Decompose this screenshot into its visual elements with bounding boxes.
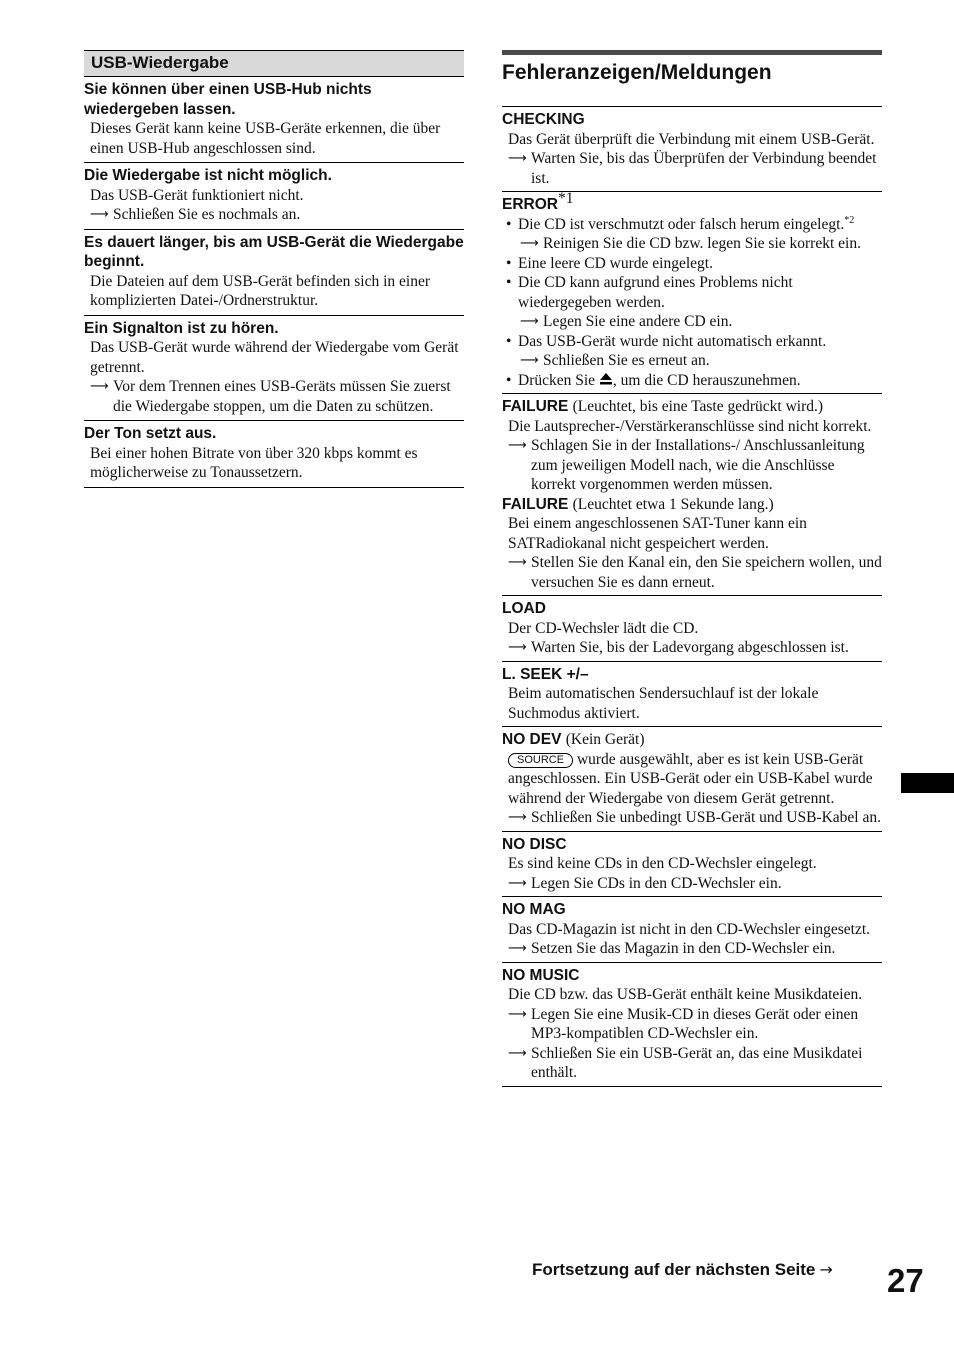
remedy-text: Legen Sie eine Musik-CD in dieses Gerät oder einen MP3-kompatiblen CD-Wechsler ein.: [531, 1005, 859, 1042]
remedy-text: Schließen Sie es erneut an.: [543, 352, 710, 369]
message-title: [502, 495, 882, 515]
arrow-right-icon: →: [819, 1260, 833, 1279]
message-condition: (Leuchtet etwa 1 Sekunde lang.): [572, 495, 774, 513]
cause-text: Die CD kann aufgrund eines Problems nicht wiedergegeben werden.: [518, 274, 793, 311]
troubleshooting-entry: [84, 316, 464, 422]
message-entry-nodev: [502, 727, 882, 832]
bullet-icon: •: [506, 371, 512, 389]
troubleshooting-entry: [84, 421, 464, 488]
cause-bullet: [502, 254, 882, 274]
bullet-icon: •: [506, 332, 512, 350]
continuation-text: Fortsetzung auf der nächsten Seite: [532, 1260, 816, 1279]
remedy-text: Warten Sie, bis das Überprüfen der Verbindung beendet ist.: [531, 150, 877, 187]
message-remedy: [502, 351, 882, 371]
cause-text: Eine leere CD wurde eingelegt.: [518, 254, 713, 272]
message-description: Die Lautsprecher-/Verstärkeranschlüsse sind nicht korrekt.: [508, 417, 872, 435]
section-header: USB-Wiedergabe: [84, 50, 464, 77]
message-entry-nomag: [502, 897, 882, 963]
message-entry-nomusic: [502, 963, 882, 1087]
remedy-text: Legen Sie CDs in den CD-Wechsler ein.: [531, 874, 782, 892]
arrow-right-icon: ⟶: [520, 353, 539, 368]
message-remedy: [502, 638, 882, 658]
problem-cause: Dieses Gerät kann keine USB-Geräte erkennen, die über einen USB-Hub angeschlossen sind.: [90, 120, 441, 157]
arrow-right-icon: ⟶: [508, 875, 527, 891]
arrow-right-icon: ⟶: [520, 314, 539, 329]
message-description: Es sind keine CDs in den CD-Wechsler eingelegt.: [508, 855, 817, 872]
arrow-right-icon: ⟶: [508, 151, 527, 166]
message-description: SOURCE wurde ausgewählt, aber es ist kein USB-Gerät angeschlossen. Ein USB-Gerät oder ein USB-Kabel wurde während der Wiedergabe von diesem Gerät getrennt.: [508, 750, 873, 807]
message-description: Das CD-Magazin ist nicht in den CD-Wechsler eingesetzt.: [508, 920, 871, 938]
section-top-rule: [502, 50, 882, 55]
eject-icon: [599, 372, 613, 386]
usb-playback-section: [84, 50, 464, 488]
arrow-right-icon: ⟶: [508, 1045, 527, 1061]
message-remedy: [502, 149, 882, 188]
message-description: Das Gerät überprüft die Verbindung mit einem USB-Gerät.: [508, 130, 875, 148]
problem-cause: Das USB-Gerät funktioniert nicht.: [90, 186, 304, 204]
problem-cause: Die Dateien auf dem USB-Gerät befinden sich in einer komplizierten Datei-/Ordnerstruktur.: [90, 272, 431, 309]
remedy-text: Schließen Sie es nochmals an.: [113, 206, 301, 223]
problem-cause: Das USB-Gerät wurde während der Wiedergabe vom Gerät getrennt.: [90, 339, 459, 376]
message-title: NO MAG: [502, 901, 566, 918]
arrow-right-icon: ⟶: [508, 810, 527, 825]
message-entry-lseek: [502, 662, 882, 728]
message-entry-nodisc: [502, 832, 882, 898]
remedy-text: Schließen Sie unbedingt USB-Gerät und USB-Kabel an.: [531, 809, 881, 826]
troubleshooting-entry: [84, 77, 464, 163]
message-code: FAILURE: [502, 495, 569, 513]
bullet-icon: •: [506, 215, 512, 233]
source-button-label: SOURCE: [508, 753, 573, 768]
message-remedy: [502, 939, 882, 959]
message-description: Der CD-Wechsler lädt die CD.: [508, 619, 699, 637]
message-description: Die CD bzw. das USB-Gerät enthält keine Musikdateien.: [508, 986, 863, 1003]
message-code: ERROR: [502, 196, 558, 213]
chapter-tab-marker: [901, 773, 954, 793]
cause-bullet: [502, 273, 882, 312]
remedy-text: Legen Sie eine andere CD ein.: [543, 313, 733, 330]
message-description: Beim automatischen Sendersuchlauf ist der lokale Suchmodus aktiviert.: [508, 685, 819, 722]
remedy-text: Schlagen Sie in der Installations-/ Anschlussanleitung zum jeweiligen Modell nach, wie die Anschlüsse korrekt vorgenommen werden müssen.: [531, 437, 865, 493]
arrow-right-icon: ⟶: [90, 207, 109, 222]
message-entry-load: [502, 596, 882, 662]
remedy-text: Setzen Sie das Magazin in den CD-Wechsler ein.: [531, 940, 836, 957]
message-title: [502, 189, 882, 215]
problem-cause: Bei einer hohen Bitrate von über 320 kbps kommt es möglicherweise zu Tonaussetzern.: [90, 444, 418, 481]
message-remedy: [502, 1044, 882, 1083]
cause-bullet: [502, 371, 882, 391]
cause-text: Drücken Sie , um die CD herauszunehmen.: [518, 371, 801, 389]
message-condition: (Leuchtet, bis eine Taste gedrückt wird.): [572, 398, 824, 415]
problem-remedy: [84, 377, 464, 416]
error-messages-section: [502, 50, 882, 1087]
remedy-text: Vor dem Trennen eines USB-Geräts müssen Sie zuerst die Wiedergabe stoppen, um die Daten zu schützen.: [113, 378, 451, 415]
message-title: [502, 730, 882, 750]
message-remedy: [502, 234, 882, 254]
message-code: NO DEV: [502, 731, 562, 748]
continuation-note: [532, 1260, 833, 1280]
arrow-right-icon: ⟶: [508, 438, 527, 453]
remedy-text: Schließen Sie ein USB-Gerät an, das eine Musikdatei enthält.: [531, 1044, 863, 1081]
problem-title: Sie können über einen USB-Hub nichts wiedergeben lassen.: [84, 81, 372, 118]
message-remedy: [502, 436, 882, 495]
section-title: Fehleranzeigen/Meldungen: [502, 61, 882, 107]
message-entry-failure: [502, 394, 882, 596]
cause-text: Die CD ist verschmutzt oder falsch herum eingelegt.$^{*2}$: [518, 214, 855, 233]
problem-remedy: [84, 205, 464, 225]
message-remedy: [502, 553, 882, 592]
remedy-text: Stellen Sie den Kanal ein, den Sie speichern wollen, und versuchen Sie es dann erneut.: [531, 554, 882, 591]
remedy-text: Reinigen Sie die CD bzw. legen Sie sie korrekt ein.: [543, 235, 861, 252]
message-title: [502, 397, 882, 417]
message-entry-checking: [502, 107, 882, 192]
arrow-right-icon: ⟶: [508, 640, 527, 655]
message-condition: (Kein Gerät): [565, 731, 645, 748]
arrow-right-icon: ⟶: [508, 1006, 527, 1022]
footnote-mark: *2: [844, 214, 855, 226]
troubleshooting-entry: [84, 163, 464, 230]
message-remedy: [502, 874, 882, 894]
message-title: NO DISC: [502, 835, 567, 853]
remedy-text: Warten Sie, bis der Ladevorgang abgeschlossen ist.: [531, 639, 849, 656]
footnote-mark: *1: [557, 189, 574, 207]
bullet-icon: •: [506, 254, 512, 272]
message-title: L. SEEK +/–: [502, 665, 589, 683]
cause-bullet: [502, 332, 882, 352]
problem-title: Ein Signalton ist zu hören.: [84, 319, 279, 337]
message-remedy: [502, 1005, 882, 1044]
arrow-right-icon: ⟶: [520, 236, 539, 251]
page-number: 27: [887, 1262, 924, 1299]
arrow-right-icon: ⟶: [508, 555, 527, 570]
problem-title: Der Ton setzt aus.: [84, 425, 217, 442]
message-remedy: [502, 808, 882, 828]
arrow-right-icon: ⟶: [90, 379, 109, 394]
message-description: Bei einem angeschlossenen SAT-Tuner kann ein SATRadiokanal nicht gespeichert werden.: [508, 515, 807, 552]
bullet-icon: •: [506, 274, 512, 291]
message-title: CHECKING: [502, 111, 585, 128]
message-entry-error: [502, 189, 882, 394]
arrow-right-icon: ⟶: [508, 941, 527, 956]
problem-title: Es dauert länger, bis am USB-Gerät die Wiedergabe beginnt.: [84, 233, 464, 270]
message-title: LOAD: [502, 600, 546, 617]
troubleshooting-entry: [84, 230, 464, 316]
message-remedy: [502, 312, 882, 332]
cause-text: Das USB-Gerät wurde nicht automatisch erkannt.: [518, 332, 827, 350]
message-title: NO MUSIC: [502, 966, 580, 984]
problem-title: Die Wiedergabe ist nicht möglich.: [84, 167, 332, 184]
message-code: FAILURE: [502, 398, 569, 415]
cause-bullet: [502, 215, 882, 235]
